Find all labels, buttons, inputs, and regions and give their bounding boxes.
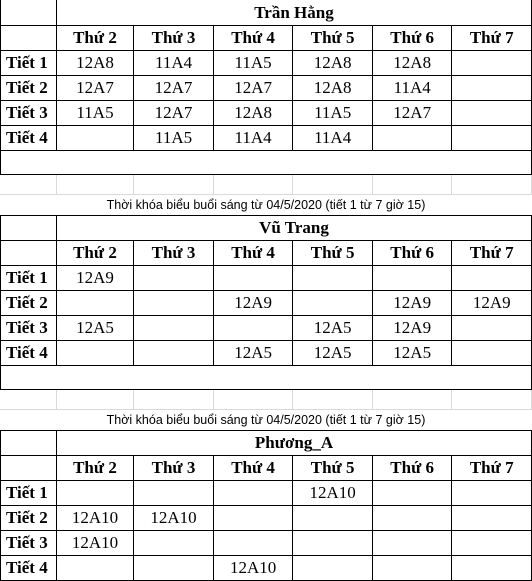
class-cell[interactable]: 12A9 [373,316,453,341]
class-cell[interactable]: 12A5 [293,316,373,341]
class-cell[interactable] [134,266,214,291]
grid-row [0,175,532,195]
day-header[interactable]: Thứ 2 [57,241,135,266]
class-cell[interactable]: 12A8 [293,51,373,76]
class-cell[interactable] [452,506,532,531]
class-cell[interactable]: 12A10 [57,506,135,531]
period-label[interactable]: Tiết 3 [0,531,57,556]
header-row [0,241,532,266]
corner-cell[interactable] [0,430,57,456]
class-cell[interactable]: 11A5 [134,126,214,151]
class-cell[interactable]: 12A9 [57,266,135,291]
class-cell[interactable] [293,291,373,316]
class-cell[interactable]: 12A9 [373,291,453,316]
schedule-caption[interactable]: Thời khóa biểu buổi sáng từ 04/5/2020 (tiết 1 từ 7 giờ 15) [106,198,426,212]
day-header[interactable]: Thứ 7 [452,241,532,266]
class-cell[interactable]: 12A8 [373,51,453,76]
period-label[interactable]: Tiết 2 [0,291,57,316]
class-cell[interactable] [293,531,373,556]
corner-cell[interactable] [0,241,57,266]
day-header[interactable]: Thứ 4 [214,241,294,266]
class-cell[interactable] [452,316,532,341]
class-cell[interactable] [373,556,453,581]
corner-cell[interactable] [0,0,57,26]
empty-cell[interactable] [452,390,532,410]
empty-cell[interactable] [214,175,294,195]
class-cell[interactable]: 12A9 [214,291,294,316]
class-cell[interactable] [57,291,135,316]
schedule-caption[interactable]: Thời khóa biểu buổi sáng từ 04/5/2020 (tiết 1 từ 7 giờ 15) [106,413,426,427]
class-cell[interactable]: 12A8 [214,101,294,126]
class-cell[interactable] [57,126,135,151]
day-header[interactable]: Thứ 6 [373,26,453,51]
class-cell[interactable]: 12A5 [293,341,373,366]
class-cell[interactable] [134,316,214,341]
class-cell[interactable] [452,341,532,366]
class-cell[interactable]: 12A7 [134,101,214,126]
class-cell[interactable]: 12A5 [373,341,453,366]
empty-cell[interactable] [0,390,57,410]
period-label[interactable]: Tiết 3 [0,101,57,126]
day-header[interactable]: Thứ 4 [214,26,294,51]
day-header[interactable]: Thứ 6 [373,456,453,481]
blank-row [0,366,532,390]
period-row [0,481,532,506]
class-cell[interactable] [452,531,532,556]
class-cell[interactable] [134,341,214,366]
empty-cell[interactable] [57,390,135,410]
period-label[interactable]: Tiết 1 [0,481,57,506]
class-cell[interactable] [452,266,532,291]
class-cell[interactable] [373,481,453,506]
period-row [0,76,532,101]
empty-cell[interactable] [0,175,57,195]
period-label[interactable]: Tiết 4 [0,556,57,581]
class-cell[interactable] [57,481,135,506]
period-label[interactable]: Tiết 1 [0,266,57,291]
period-row [0,506,532,531]
period-row [0,531,532,556]
class-cell[interactable]: 12A5 [57,316,135,341]
class-cell[interactable]: 12A10 [214,556,294,581]
day-header[interactable]: Thứ 2 [57,456,135,481]
class-cell[interactable] [57,341,135,366]
class-cell[interactable] [134,291,214,316]
class-cell[interactable]: 11A4 [134,51,214,76]
class-cell[interactable] [452,556,532,581]
teacher-title-row [0,0,532,26]
period-label[interactable]: Tiết 4 [0,341,57,366]
period-row [0,101,532,126]
class-cell[interactable] [452,101,532,126]
period-row [0,341,532,366]
teacher-name[interactable]: Phương_A [57,430,532,456]
header-row [0,456,532,481]
class-cell[interactable] [214,266,294,291]
class-cell[interactable] [134,556,214,581]
class-cell[interactable]: 12A8 [57,51,135,76]
class-cell[interactable] [214,506,294,531]
day-header[interactable]: Thứ 5 [293,456,373,481]
merged-blank-cell[interactable] [0,366,532,390]
class-cell[interactable] [293,556,373,581]
empty-cell[interactable] [134,390,214,410]
empty-cell[interactable] [57,175,135,195]
class-cell[interactable]: 11A5 [214,51,294,76]
day-header[interactable]: Thứ 3 [134,456,214,481]
class-cell[interactable] [452,126,532,151]
teacher-name[interactable]: Trần Hằng [57,0,532,26]
class-cell[interactable] [452,76,532,101]
class-cell[interactable]: 12A10 [134,506,214,531]
teacher-title-row [0,215,532,241]
class-cell[interactable]: 12A7 [373,101,453,126]
class-cell[interactable] [57,556,135,581]
class-cell[interactable]: 11A4 [214,126,294,151]
day-header[interactable]: Thứ 4 [214,456,294,481]
day-header[interactable]: Thứ 2 [57,26,135,51]
class-cell[interactable] [373,506,453,531]
class-cell[interactable] [214,481,294,506]
caption-row [0,410,532,430]
period-row [0,316,532,341]
class-cell[interactable]: 11A5 [293,101,373,126]
class-cell[interactable] [214,531,294,556]
class-cell[interactable]: 12A10 [293,481,373,506]
class-cell[interactable]: 12A7 [57,76,135,101]
corner-cell[interactable] [0,215,57,241]
class-cell[interactable] [373,531,453,556]
day-header[interactable]: Thứ 6 [373,241,453,266]
class-cell[interactable] [452,481,532,506]
period-label[interactable]: Tiết 2 [0,506,57,531]
teacher-title-row [0,430,532,456]
day-header[interactable]: Thứ 7 [452,26,532,51]
class-cell[interactable] [214,316,294,341]
empty-cell[interactable] [293,175,373,195]
day-header[interactable]: Thứ 5 [293,241,373,266]
empty-cell[interactable] [214,390,294,410]
class-cell[interactable]: 11A4 [373,76,453,101]
class-cell[interactable]: 12A10 [57,531,135,556]
merged-blank-cell[interactable] [0,151,532,175]
class-cell[interactable]: 11A4 [293,126,373,151]
class-cell[interactable]: 12A8 [293,76,373,101]
period-row [0,291,532,316]
blank-row [0,151,532,175]
class-cell[interactable] [134,481,214,506]
day-header[interactable]: Thứ 7 [452,456,532,481]
class-cell[interactable]: 12A7 [134,76,214,101]
day-header[interactable]: Thứ 3 [134,26,214,51]
day-header[interactable]: Thứ 3 [134,241,214,266]
class-cell[interactable] [293,506,373,531]
empty-cell[interactable] [373,390,453,410]
class-cell[interactable] [373,266,453,291]
class-cell[interactable]: 12A7 [214,76,294,101]
day-header[interactable]: Thứ 5 [293,26,373,51]
grid-row [0,390,532,410]
empty-cell[interactable] [293,390,373,410]
class-cell[interactable]: 12A5 [214,341,294,366]
period-label[interactable]: Tiết 1 [0,51,57,76]
teacher-name[interactable]: Vũ Trang [57,215,532,241]
class-cell[interactable] [293,266,373,291]
class-cell[interactable] [373,126,453,151]
empty-cell[interactable] [452,175,532,195]
period-row [0,126,532,151]
class-cell[interactable] [452,51,532,76]
caption-row [0,195,532,215]
period-row [0,266,532,291]
class-cell[interactable]: 12A9 [452,291,532,316]
period-label[interactable]: Tiết 3 [0,316,57,341]
class-cell[interactable] [134,531,214,556]
period-row [0,51,532,76]
header-row [0,26,532,51]
empty-cell[interactable] [134,175,214,195]
period-label[interactable]: Tiết 2 [0,76,57,101]
class-cell[interactable]: 11A5 [57,101,135,126]
period-label[interactable]: Tiết 4 [0,126,57,151]
period-row [0,556,532,581]
empty-cell[interactable] [373,175,453,195]
corner-cell[interactable] [0,26,57,51]
corner-cell[interactable] [0,456,57,481]
